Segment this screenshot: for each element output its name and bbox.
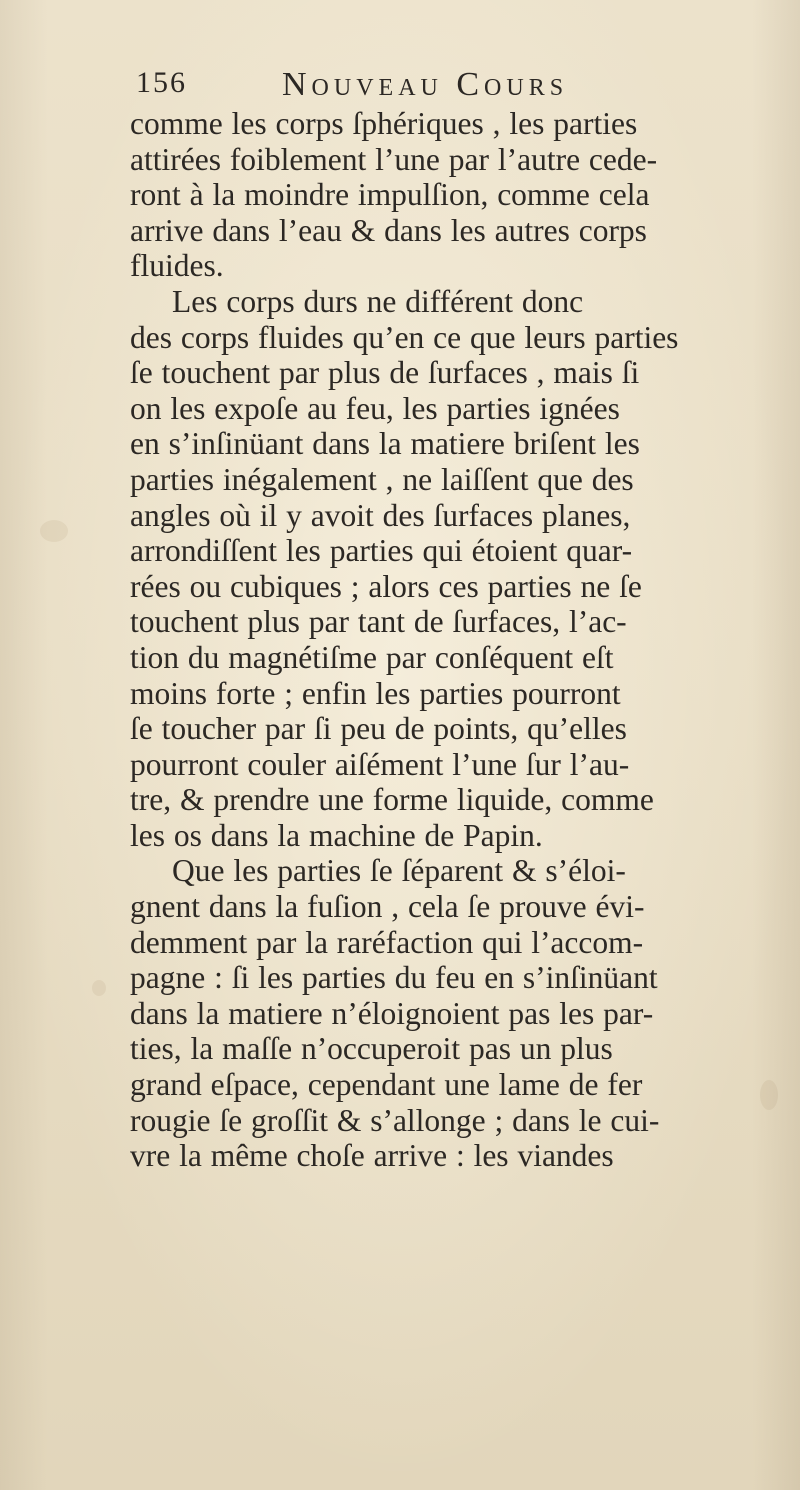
text-line: ront à la moindre impulſion, comme cela xyxy=(130,177,650,213)
text-line: ſe toucher par ſi peu de points, qu’elles xyxy=(130,711,627,747)
text-line: tion du magnétiſme par conſéquent eſt xyxy=(130,639,614,675)
text-line: parties inégalement , ne laiſſent que des xyxy=(130,461,634,497)
text-line: gnent dans la fuſion , cela ſe prouve évi- xyxy=(130,889,645,925)
text-line: pagne : ſi les parties du feu en s’inſinüant xyxy=(130,960,658,996)
text-line: fluides. xyxy=(130,248,224,284)
page-number: 156 xyxy=(136,66,187,99)
text-line: pourront couler aiſément l’une ſur l’au- xyxy=(130,746,630,782)
text-line: on les expoſe au feu, les parties ignées xyxy=(130,390,620,426)
text-line: les os dans la machine de Papin. xyxy=(130,817,543,853)
text-line: rougie ſe groſſit & s’allonge ; dans le cui- xyxy=(130,1102,660,1138)
text-line: moins forte ; enfin les parties pourront xyxy=(130,675,621,711)
text-line: grand eſpace, cependant une lame de fer xyxy=(130,1067,643,1103)
text-line: vre la même choſe arrive : les viandes xyxy=(130,1138,614,1174)
text-line: dans la matiere n’éloignoient pas les par- xyxy=(130,995,654,1031)
text-line: rées ou cubiques ; alors ces parties ne ſe xyxy=(130,568,642,604)
text-line: ſe touchent par plus de ſurfaces , mais ſi xyxy=(130,355,640,391)
paper-stain xyxy=(92,980,106,996)
text-line: arrive dans l’eau & dans les autres corps xyxy=(130,212,647,248)
paper-stain xyxy=(40,520,68,542)
text-line: ties, la maſſe n’occuperoit pas un plus xyxy=(130,1031,613,1067)
text-line: demment par la raréfaction qui l’accom- xyxy=(130,924,644,960)
text-line: touchent plus par tant de ſurfaces, l’ac- xyxy=(130,604,627,640)
text-line: angles où il y avoit des ſurfaces planes, xyxy=(130,497,631,533)
text-line: des corps fluides qu’en ce que leurs parties xyxy=(130,319,679,355)
body-text xyxy=(130,106,770,1174)
page-header xyxy=(136,66,656,106)
paragraph-start-line: Que les parties ſe ſéparent & s’éloi- xyxy=(172,853,626,889)
text-line: arrondiſſent les parties qui étoient quar- xyxy=(130,533,633,569)
text-line: tre, & prendre une forme liquide, comme xyxy=(130,782,654,818)
text-line: comme les corps ſphériques , les parties xyxy=(130,106,638,141)
paragraph-start-line: Les corps durs ne différent donc xyxy=(172,283,584,319)
text-line: en s’inſinüant dans la matiere briſent les xyxy=(130,426,640,462)
text-line: attirées foiblement l’une par l’autre cede- xyxy=(130,141,658,177)
running-title: Nouveau Cours xyxy=(282,66,569,103)
